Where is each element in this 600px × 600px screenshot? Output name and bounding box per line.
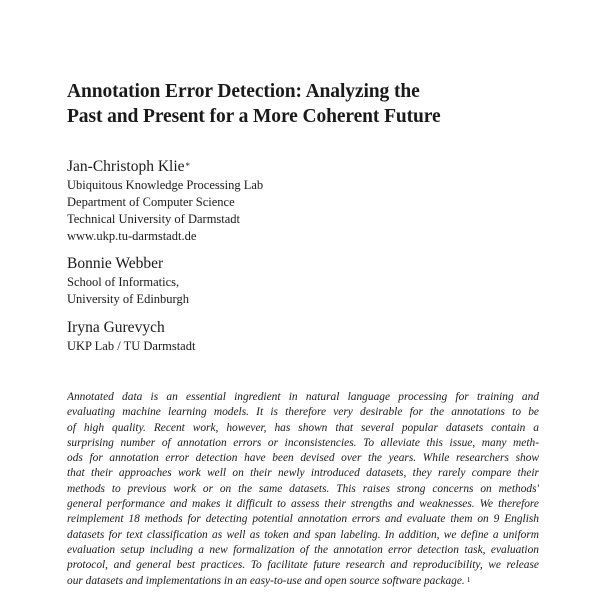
footnote-marker: 1 — [466, 574, 471, 584]
abstract-line: surprising number of annotation errors or inconsistencies. To alleviate this issue, many meth- — [67, 436, 539, 449]
abstract-line: general performance and makes it difficult to assess their strengths and weaknesses. We therefore — [67, 498, 539, 511]
abstract-line: our datasets and implementations in an easy-to-use and open source software package. $^1$ — [67, 574, 471, 587]
author-block-webber — [67, 254, 467, 308]
abstract-line: reimplement 18 methods for detecting potential annotation errors and evaluate them on 9 English — [67, 513, 539, 526]
abstract-line: that their approaches work well on their newly introduced datasets, they rarely compare their — [67, 467, 539, 480]
author-block-klie — [67, 157, 467, 245]
abstract-line: Annotated data is an essential ingredient in natural language processing for training and — [67, 391, 539, 403]
abstract-line: of high quality. Recent work, however, has shown that several popular datasets contain a — [67, 421, 539, 434]
affiliation-line: Department of Computer Science — [67, 195, 235, 209]
author-name: Bonnie Webber — [67, 255, 164, 272]
affiliation-line: UKP Lab / TU Darmstadt — [67, 339, 196, 353]
abstract-line: evaluation setup including a new formalization of the annotation error detection task, evaluation — [67, 543, 539, 556]
affiliation-url: www.ukp.tu-darmstadt.de — [67, 229, 197, 243]
paper-title — [67, 79, 537, 129]
affiliation-line: University of Edinburgh — [67, 292, 189, 306]
abstract-line: ods for annotation error detection have been devised over the years. While researchers show — [67, 452, 539, 465]
abstract-line: datasets for text classification as well as token and span labeling. In addition, we define a uniform — [67, 528, 539, 541]
author-name: Iryna Gurevych — [67, 319, 165, 336]
abstract — [67, 390, 539, 589]
affiliation-line: School of Informatics, — [67, 275, 180, 289]
abstract-line: protocol, and general best practices. To facilitate future research and reproducibility, we release — [67, 559, 539, 572]
author-footnote-marker: * — [185, 161, 191, 171]
abstract-line: methods to previous work or on the same datasets. This raises strong concerns on methods' — [67, 482, 539, 495]
affiliation-line: Ubiquitous Knowledge Processing Lab — [67, 178, 264, 192]
title-line: Annotation Error Detection: Analyzing the — [67, 81, 420, 102]
author-block-gurevych — [67, 318, 467, 355]
title-line: Past and Present for a More Coherent Future — [67, 106, 441, 127]
affiliation-line: Technical University of Darmstadt — [67, 212, 241, 226]
abstract-line: evaluating machine learning models. It is therefore very desirable for the annotations to be — [67, 406, 539, 419]
author-name: Jan-Christoph Klie* — [67, 158, 191, 175]
